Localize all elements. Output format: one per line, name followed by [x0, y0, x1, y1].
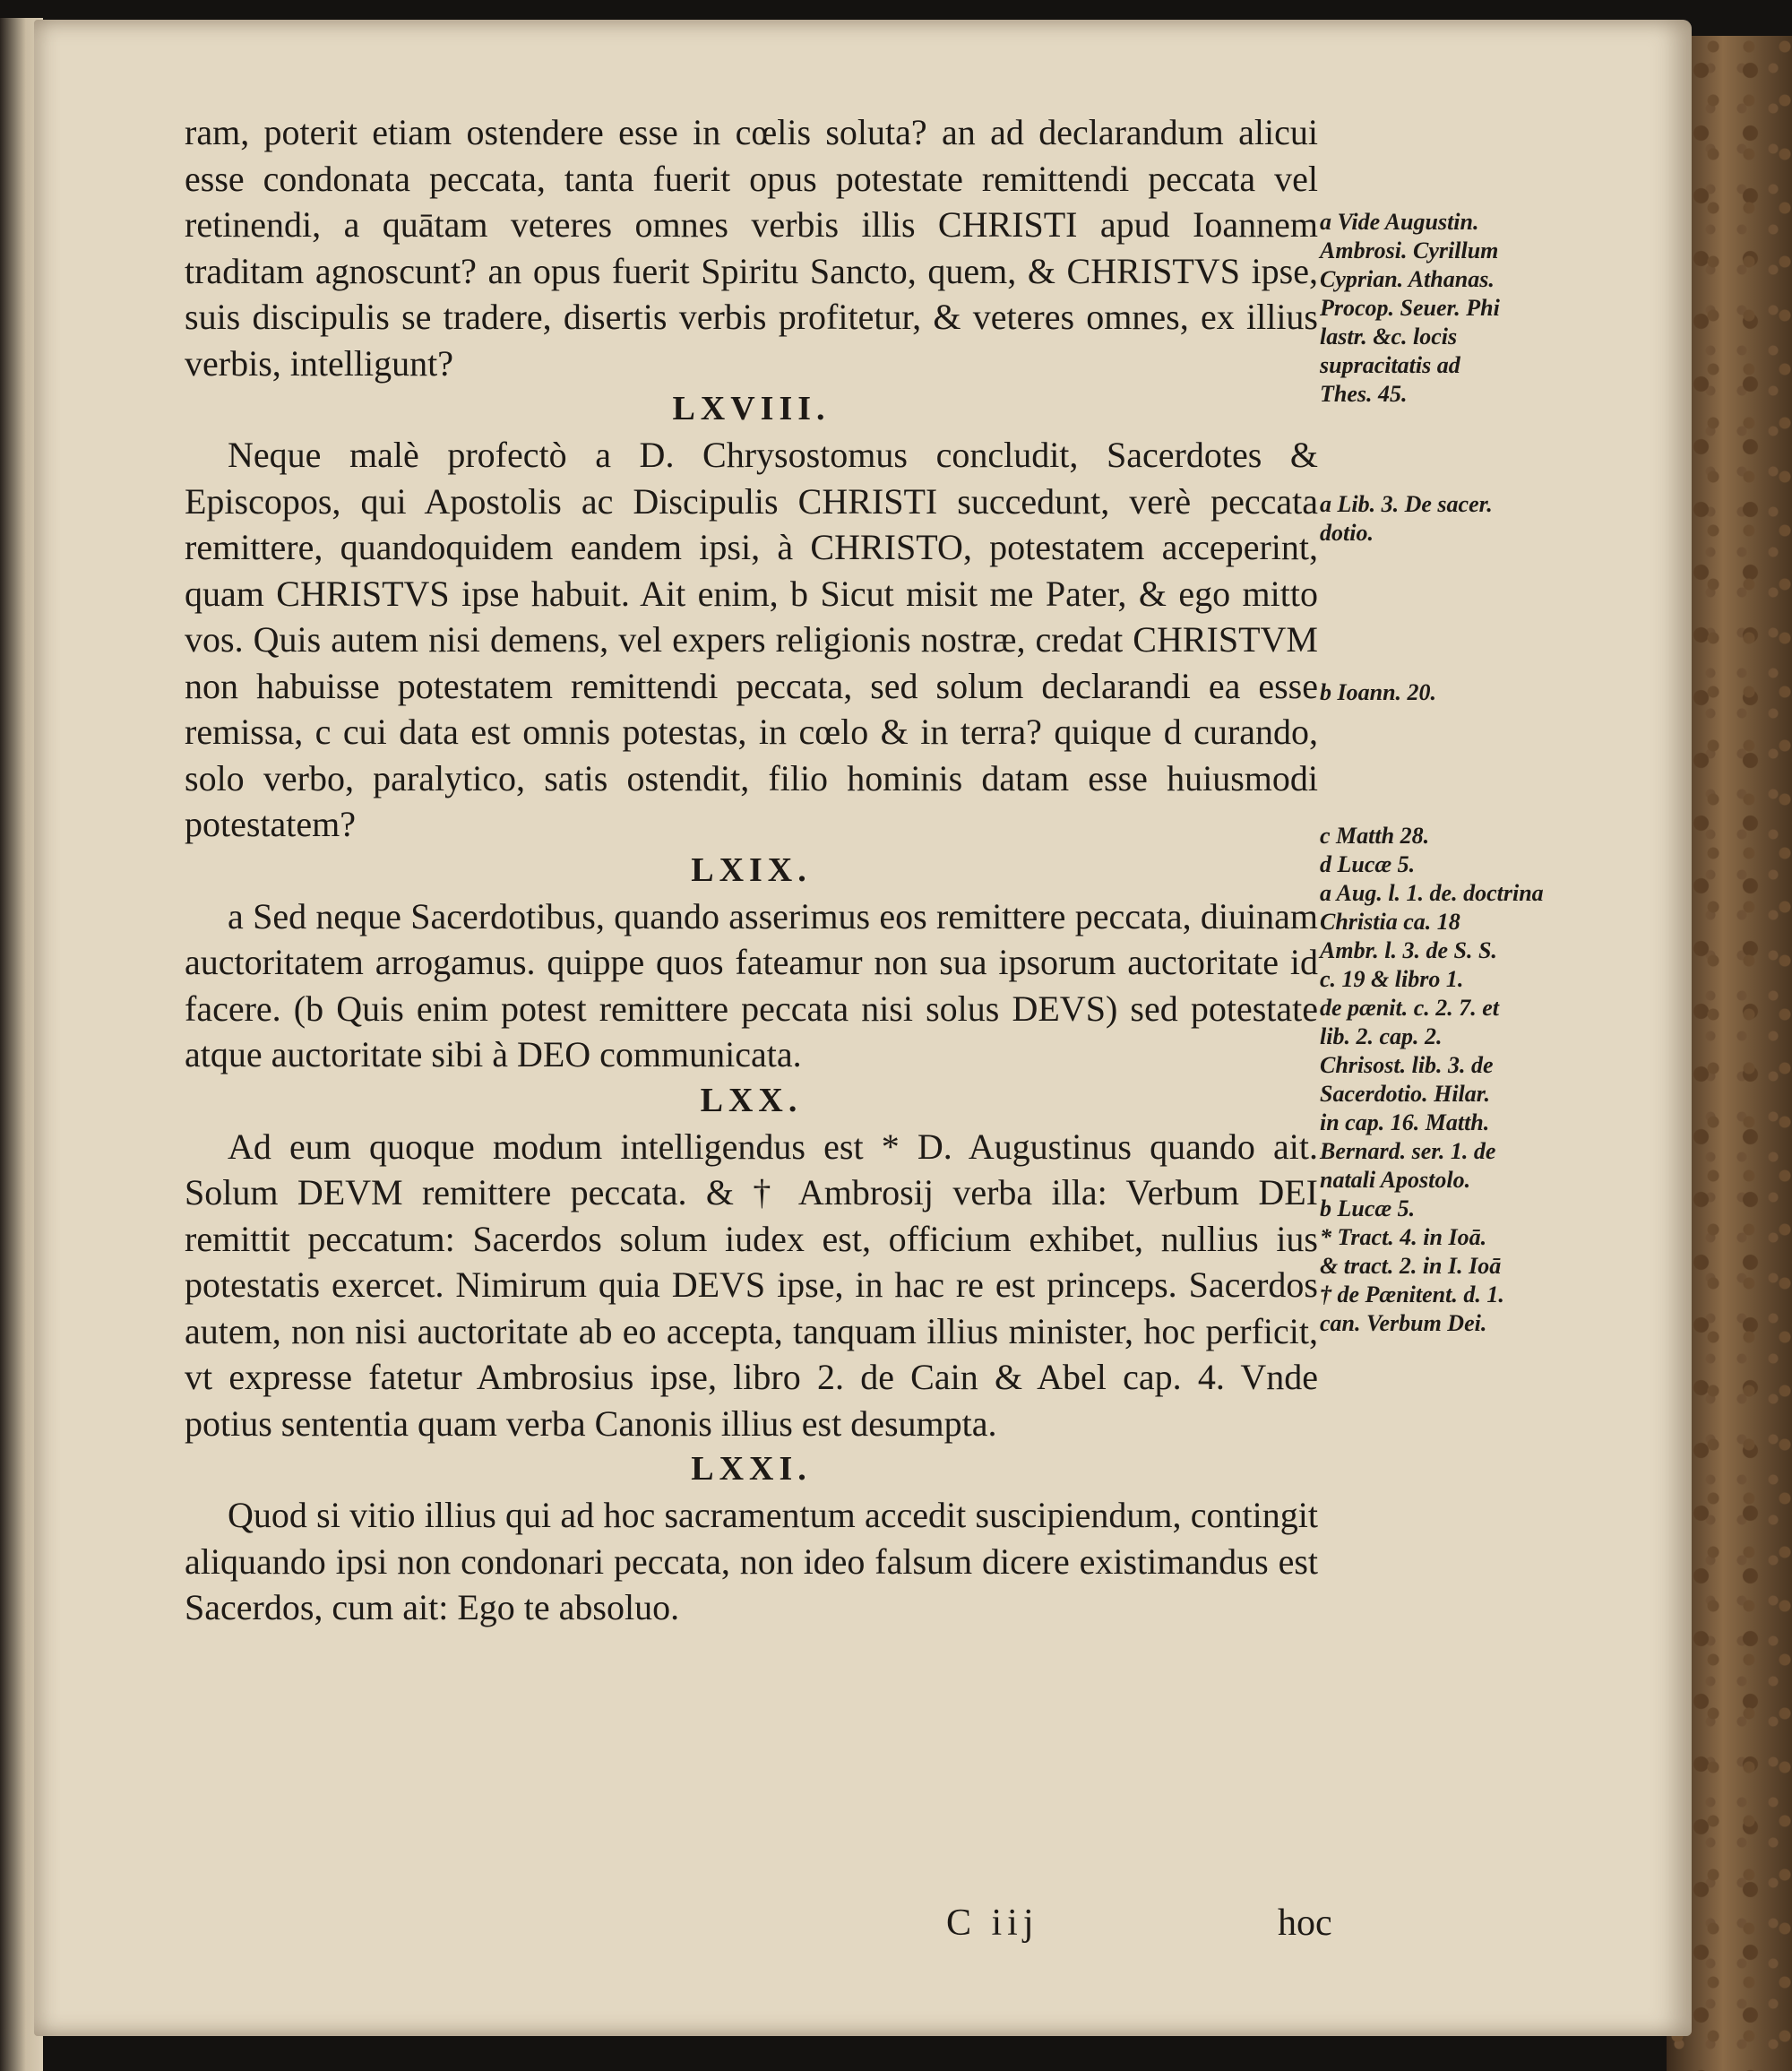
- margin-note: & tract. 2. in I. Ioā: [1320, 1253, 1502, 1279]
- margin-note: b Ioann. 20.: [1320, 679, 1437, 705]
- margin-note-group-4: [1320, 822, 1575, 1338]
- margin-note: a Aug. l. 1. de. doctrina Christia ca. 18: [1320, 880, 1544, 935]
- margin-note: c. 19 & libro 1.: [1320, 966, 1464, 992]
- margin-note: Bernard. ser. 1. de: [1320, 1138, 1496, 1164]
- margin-note: * Tract. 4. in Ioā.: [1320, 1224, 1487, 1250]
- margin-note: natali Apostolo.: [1320, 1167, 1471, 1193]
- margin-note: Chrisost. lib. 3. de: [1320, 1052, 1494, 1078]
- margin-note: lib. 2. cap. 2.: [1320, 1023, 1443, 1049]
- main-text-column: [185, 109, 1318, 1631]
- section-text-lxxi: Quod si vitio illius qui ad hoc sacramentum accedit suscipiendum, contingit aliquando ipsi non condonari peccata, non ideo falsum dicere existimandus est Sacerdos, cum ait: Ego te absoluo.: [185, 1495, 1318, 1627]
- section-heading-lxxi: LXXI.: [691, 1450, 812, 1488]
- margin-note: supracitatis ad: [1320, 352, 1460, 378]
- margin-note-group-2: [1320, 490, 1575, 548]
- margin-note-group-3: [1320, 678, 1575, 707]
- margin-note: Ambrosi. Cyrillum: [1320, 237, 1499, 263]
- margin-note: Procop. Seuer. Phi: [1320, 295, 1500, 321]
- margin-note: Thes. 45.: [1320, 381, 1408, 407]
- margin-note: Ambr. l. 3. de S. S.: [1320, 937, 1497, 963]
- margin-note: a Lib. 3. De sacer.: [1320, 491, 1493, 517]
- section-heading-lxviii: LXVIII.: [672, 390, 831, 427]
- margin-note: Cyprian. Athanas.: [1320, 266, 1495, 292]
- margin-note: a Vide Augustin.: [1320, 209, 1479, 235]
- margin-note: Sacerdotio. Hilar.: [1320, 1081, 1490, 1107]
- section-text-lxix: a Sed neque Sacerdotibus, quando asserimus eos remittere peccata, diuinam auctoritatem arrogamus. quippe quos fateamur non sua ipsorum auctoritate id facere. (b Quis enim potest remittere peccata nisi solus DEVS) sed potestate atque auctoritate sibi à DEO communicata.: [185, 895, 1318, 1074]
- intro-paragraph: ram, poterit etiam ostendere esse in cœlis soluta? an ad declarandum alicui esse condonata peccata, tanta fuerit opus potestate remittendi peccata vel retinendi, a quātam veteres omnes verbis illis CHRISTI apud Ioannem traditam agnoscunt? an opus fuerit Spiritu Sancto, quem, & CHRISTVS ipse, suis discipulis se tradere, disertis verbis profitetur, & veteres omnes, ex illius verbis, intelligunt?: [185, 112, 1318, 384]
- margin-note: † de Pænitent. d. 1.: [1320, 1281, 1504, 1307]
- margin-note: can. Verbum Dei.: [1320, 1310, 1487, 1336]
- signature-mark: C iij: [946, 1903, 1039, 1944]
- margin-note-group-1: [1320, 208, 1575, 409]
- catchword: hoc: [1278, 1903, 1332, 1944]
- book-page: [34, 20, 1692, 2036]
- margin-note: b Lucæ 5.: [1320, 1195, 1416, 1221]
- section-text-lxviii: Neque malè profectò a D. Chrysostomus concludit, Sacerdotes & Episcopos, qui Apostolis ac Discipulis CHRISTI succedunt, verè peccata remittere, quandoquidem eandem ipsi, à CHRISTO, potestatem acceperint, quam CHRISTVS ipse habuit. Ait enim, b Sicut misit me Pater, & ego mitto vos. Quis autem nisi demens, vel expers religionis nostræ, credat CHRISTVM non habuisse potestatem remittendi peccata, sed solum declarandi ea esse remissa, c cui data est omnis potestas, in cœlo & in terra? quique d curando, solo verbo, paralytico, satis ostendit, filio hominis datam esse huiusmodi potestatem?: [185, 435, 1318, 844]
- section-heading-lxx: LXX.: [700, 1081, 803, 1119]
- margin-note: d Lucæ 5.: [1320, 851, 1416, 877]
- margin-note: c Matth 28.: [1320, 823, 1430, 849]
- margin-note: de pænit. c. 2. 7. et: [1320, 995, 1500, 1021]
- section-text-lxx: Ad eum quoque modum intelligendus est * D. Augustinus quando ait. Solum DEVM remittere peccata. & † Ambrosij verba illa: Verbum DEI remittit peccatum: Sacerdos solum iudex est, officium exhibet, nullius ius potestatis exercet. Nimirum quia DEVS ipse, in hac re est princeps. Sacerdos autem, non nisi auctoritate ab eo accepta, tanquam illius minister, hoc perficit, vt expresse fatetur Ambrosius ipse, libro 2. de Cain & Abel cap. 4. Vnde potius sententia quam verba Canonis illius est desumpta.: [185, 1126, 1318, 1444]
- section-heading-lxix: LXIX.: [691, 850, 812, 889]
- margin-note: in cap. 16. Matth.: [1320, 1109, 1490, 1135]
- margin-note: lastr. &c. locis: [1320, 324, 1458, 349]
- margin-note: dotio.: [1320, 520, 1374, 546]
